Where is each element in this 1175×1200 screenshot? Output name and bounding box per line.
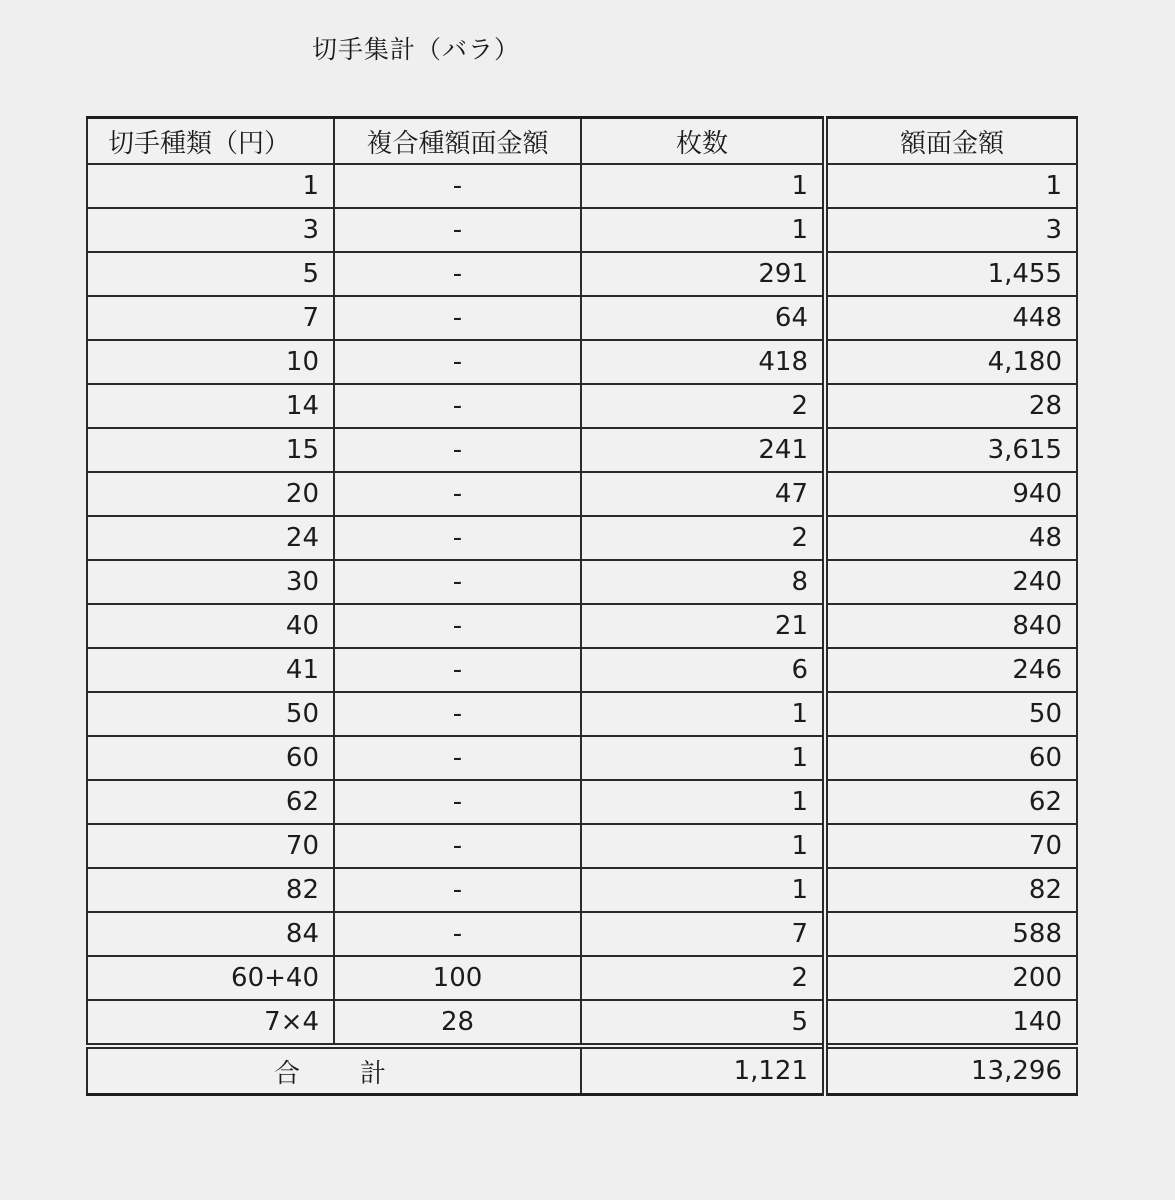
table-row: [87, 736, 1077, 780]
table-row: [87, 384, 1077, 428]
table-header-row: [87, 118, 1077, 165]
cell-face-value: 1: [825, 164, 1077, 208]
table-row: [87, 956, 1077, 1000]
cell-stamp-type: 10: [87, 340, 334, 384]
cell-count: 5: [581, 1000, 825, 1046]
cell-face-value: 4,180: [825, 340, 1077, 384]
cell-face-value: 28: [825, 384, 1077, 428]
total-label-a: 合: [274, 1058, 301, 1089]
document-title: 切手集計（バラ）: [312, 35, 521, 64]
cell-count: 7: [581, 912, 825, 956]
cell-count: 291: [581, 252, 825, 296]
total-count: 1,121: [581, 1046, 825, 1095]
cell-face-value: 840: [825, 604, 1077, 648]
cell-combined-face-value: -: [334, 384, 581, 428]
table-row: [87, 428, 1077, 472]
total-label-b: 計: [360, 1058, 387, 1089]
table-row: [87, 648, 1077, 692]
cell-face-value: 940: [825, 472, 1077, 516]
table-row: [87, 472, 1077, 516]
cell-stamp-type: 60+40: [87, 956, 334, 1000]
total-face-value: 13,296: [825, 1046, 1077, 1095]
cell-stamp-type: 70: [87, 824, 334, 868]
cell-stamp-type: 5: [87, 252, 334, 296]
table-row: [87, 164, 1077, 208]
cell-count: 1: [581, 780, 825, 824]
cell-combined-face-value: -: [334, 824, 581, 868]
cell-face-value: 240: [825, 560, 1077, 604]
cell-combined-face-value: -: [334, 516, 581, 560]
cell-count: 47: [581, 472, 825, 516]
cell-count: 2: [581, 384, 825, 428]
cell-face-value: 62: [825, 780, 1077, 824]
cell-stamp-type: 7: [87, 296, 334, 340]
cell-stamp-type: 41: [87, 648, 334, 692]
table-row: [87, 824, 1077, 868]
cell-face-value: 50: [825, 692, 1077, 736]
cell-count: 1: [581, 692, 825, 736]
cell-count: 21: [581, 604, 825, 648]
cell-combined-face-value: 100: [334, 956, 581, 1000]
table-row: [87, 912, 1077, 956]
cell-count: 1: [581, 164, 825, 208]
table-row: [87, 340, 1077, 384]
cell-combined-face-value: -: [334, 868, 581, 912]
cell-count: 241: [581, 428, 825, 472]
cell-combined-face-value: -: [334, 208, 581, 252]
cell-stamp-type: 20: [87, 472, 334, 516]
table-row: [87, 780, 1077, 824]
total-label: [87, 1046, 581, 1095]
cell-count: 6: [581, 648, 825, 692]
table-row: [87, 692, 1077, 736]
cell-combined-face-value: -: [334, 472, 581, 516]
cell-stamp-type: 40: [87, 604, 334, 648]
cell-count: 2: [581, 516, 825, 560]
header-count: 枚数: [581, 118, 825, 165]
header-face-value-total: 額面金額: [825, 118, 1077, 165]
cell-count: 1: [581, 824, 825, 868]
cell-face-value: 82: [825, 868, 1077, 912]
cell-combined-face-value: -: [334, 736, 581, 780]
cell-combined-face-value: 28: [334, 1000, 581, 1046]
cell-face-value: 70: [825, 824, 1077, 868]
cell-combined-face-value: -: [334, 164, 581, 208]
cell-face-value: 246: [825, 648, 1077, 692]
cell-stamp-type: 60: [87, 736, 334, 780]
table-row: [87, 604, 1077, 648]
cell-combined-face-value: -: [334, 340, 581, 384]
table-row: [87, 296, 1077, 340]
cell-stamp-type: 1: [87, 164, 334, 208]
cell-face-value: 60: [825, 736, 1077, 780]
cell-combined-face-value: -: [334, 692, 581, 736]
cell-count: 64: [581, 296, 825, 340]
cell-combined-face-value: -: [334, 296, 581, 340]
cell-face-value: 3: [825, 208, 1077, 252]
cell-stamp-type: 62: [87, 780, 334, 824]
table-row: [87, 560, 1077, 604]
cell-stamp-type: 84: [87, 912, 334, 956]
cell-count: 418: [581, 340, 825, 384]
table-row: [87, 868, 1077, 912]
stamp-tally-table: [86, 116, 1078, 1096]
cell-face-value: 1,455: [825, 252, 1077, 296]
cell-stamp-type: 7×4: [87, 1000, 334, 1046]
cell-count: 1: [581, 868, 825, 912]
cell-stamp-type: 50: [87, 692, 334, 736]
cell-face-value: 588: [825, 912, 1077, 956]
cell-stamp-type: 24: [87, 516, 334, 560]
table-row: [87, 252, 1077, 296]
cell-combined-face-value: -: [334, 252, 581, 296]
cell-stamp-type: 30: [87, 560, 334, 604]
cell-combined-face-value: -: [334, 560, 581, 604]
cell-count: 2: [581, 956, 825, 1000]
cell-combined-face-value: -: [334, 912, 581, 956]
cell-face-value: 3,615: [825, 428, 1077, 472]
cell-face-value: 48: [825, 516, 1077, 560]
cell-combined-face-value: -: [334, 604, 581, 648]
cell-combined-face-value: -: [334, 428, 581, 472]
total-row: [87, 1046, 1077, 1095]
cell-face-value: 200: [825, 956, 1077, 1000]
table-row: [87, 516, 1077, 560]
cell-face-value: 448: [825, 296, 1077, 340]
table-row: [87, 208, 1077, 252]
header-stamp-type: 切手種類（円）: [87, 118, 334, 165]
cell-stamp-type: 3: [87, 208, 334, 252]
table-row: [87, 1000, 1077, 1046]
cell-stamp-type: 14: [87, 384, 334, 428]
cell-count: 1: [581, 736, 825, 780]
cell-stamp-type: 82: [87, 868, 334, 912]
cell-count: 1: [581, 208, 825, 252]
cell-count: 8: [581, 560, 825, 604]
cell-combined-face-value: -: [334, 780, 581, 824]
header-combined-face-value: 複合種額面金額: [334, 118, 581, 165]
cell-combined-face-value: -: [334, 648, 581, 692]
cell-stamp-type: 15: [87, 428, 334, 472]
cell-face-value: 140: [825, 1000, 1077, 1046]
